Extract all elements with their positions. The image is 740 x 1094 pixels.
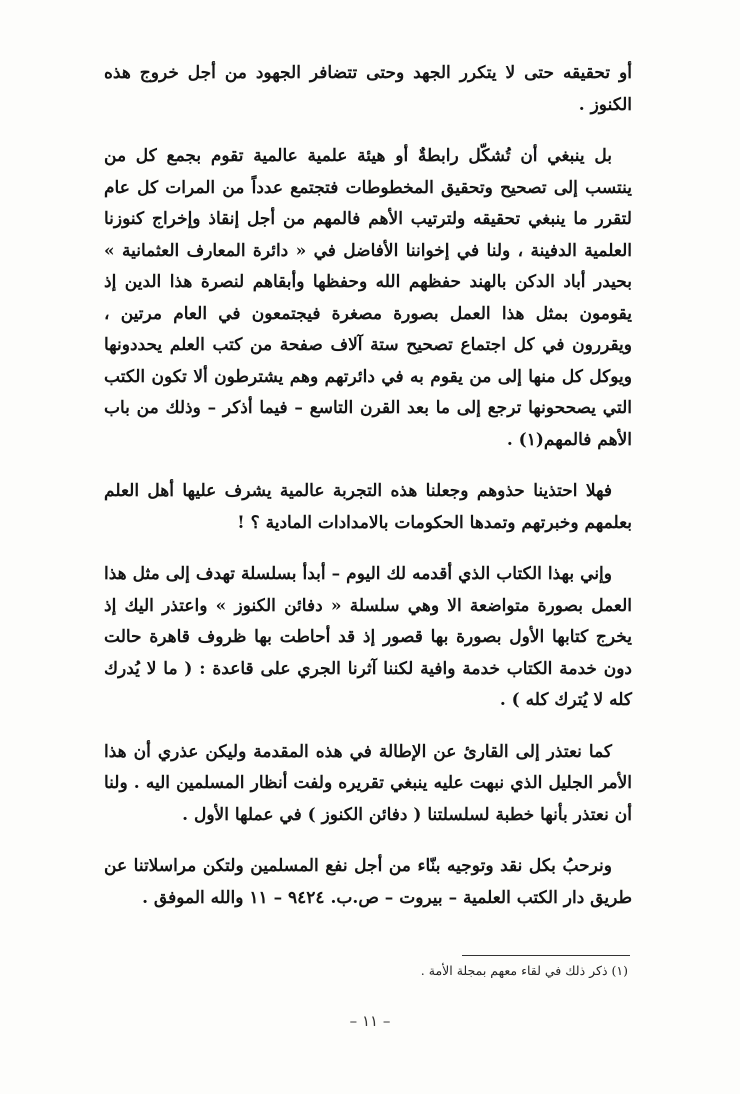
paragraph-3: فهلا احتذينا حذوهم وجعلنا هذه التجربة عالمية يشرف عليها أهل العلم بعلمهم وخبرتهم وتمدها الحكومات بالامدادات المادية ؟ ! [104, 481, 632, 533]
paragraph-4: وإني بهذا الكتاب الذي أقدمه لك اليوم – أبدأ بسلسلة تهدف إلى مثل هذا العمل بصورة متواضعة الا وهي سلسلة « دفائن الكنوز » واعتذر اليك إذ يخرج كتابها الأول بصورة بها قصور إذ قد أحاطت بها ظروف قاهرة حالت دون خدمة الكتاب خدمة وافية لكننا آثرنا الجري على قاعدة : ( ما لا يُدرك كله لا يُترك كله ) . [104, 564, 633, 710]
paragraph-5: كما نعتذر إلى القارئ عن الإطالة في هذه المقدمة وليكن عذري أن هذا الأمر الجليل الذي نبهت عليه ينبغي تقريره ولفت أنظار المسلمين اليه . ولنا أن نعتذر بأنها خطبة لسلسلتنا ( دفائن الكنوز ) في عملها الأول . [104, 741, 632, 825]
footnote-divider [462, 955, 630, 956]
paragraph-2: بل ينبغي أن تُشكّل رابطةٌ أو هيئة علمية عالمية تقوم بجمع كل من ينتسب إلى تصحيح وتحقيق المخطوطات فتجتمع عدداً من المرات كل عام لتقرر ما ينبغي تحقيقه ولترتيب الأهم فالمهم من أجل إنقاذ وإخراج كنوزنا العلمية الدفينة ، ولنا في إخواننا الأفاضل في « دائرة المعارف العثمانية » بحيدر أباد الدكن بالهند حفظهم الله وحفظها وأبقاهم لنصرة هذا الدين إذ يقومون بمثل هذا العمل بصورة مصغرة فيجتمعون في العام مرتين ، ويقررون في كل اجتماع تصحيح ستة آلاف صفحة من كتب العلم يحددونها ويوكل كل منها إلى من يقوم به في دائرتهم وهم يشترطون ألا تكون الكتب التي يصححونها ترجع إلى ما بعد القرن التاسع – فيما أذكر – وذلك من باب الأهم فالمهم(١) . [104, 146, 632, 450]
body-text [104, 58, 632, 934]
paragraph-6: ونرحبُ بكل نقد وتوجيه بنّاء من أجل نفع المسلمين ولتكن مراسلاتنا عن طريق دار الكتب العلمية – بيروت – ص.ب. ٩٤٢٤ – ١١ والله الموفق . [104, 856, 632, 908]
paragraph-1: أو تحقيقه حتى لا يتكرر الجهد وحتى تتضافر الجهود من أجل خروج هذه الكنوز . [104, 63, 632, 115]
page-number: – ١١ – [349, 1012, 391, 1030]
footnote: (١) ذكر ذلك في لقاء معهم بمجلة الأمة . [420, 963, 628, 978]
